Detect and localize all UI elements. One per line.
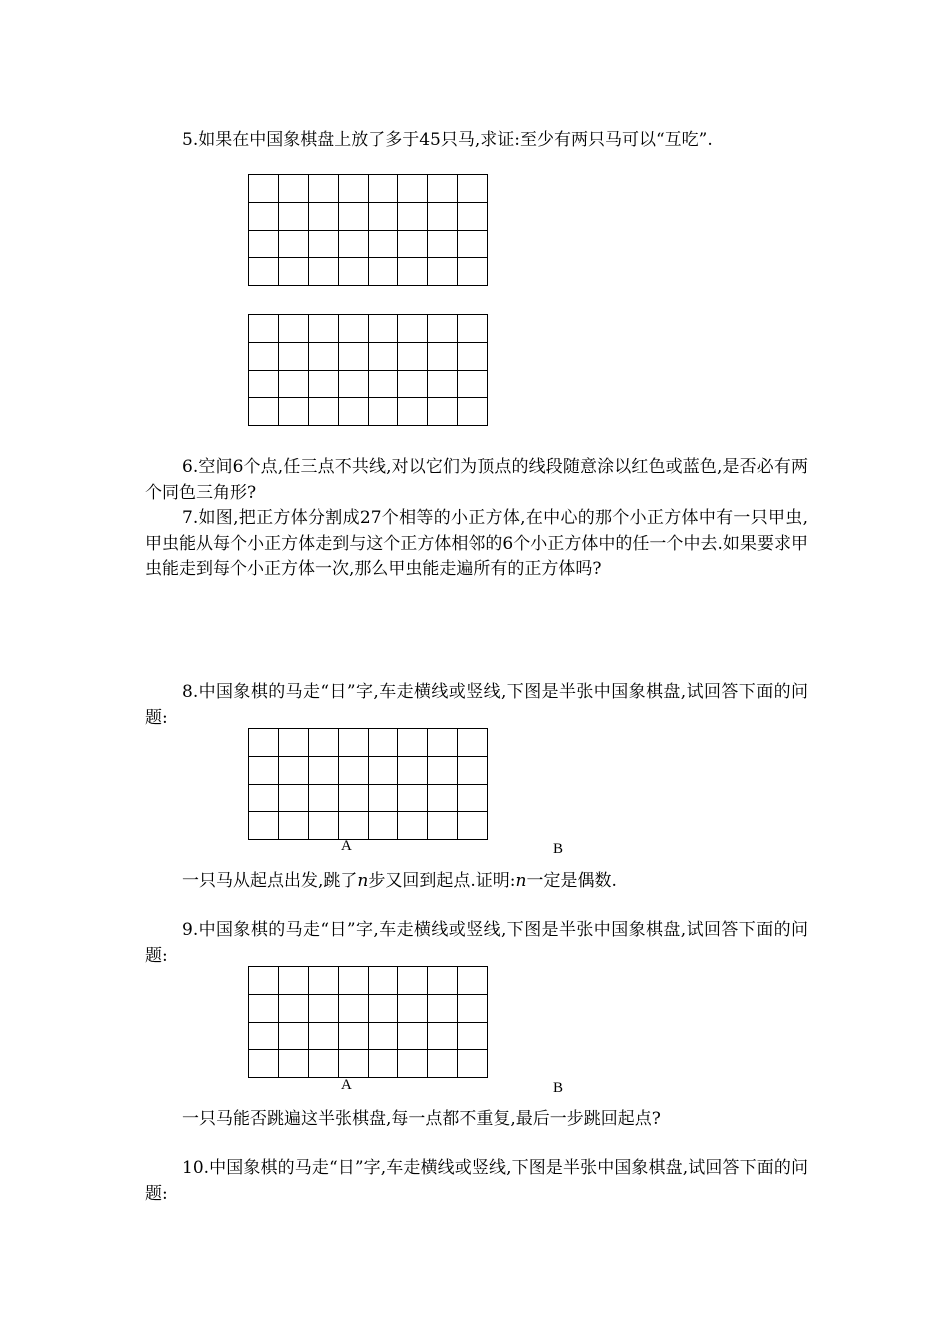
grid-cell (369, 315, 399, 343)
grid-cell (249, 203, 279, 231)
grid-cell (249, 371, 279, 399)
grid-cell (339, 785, 369, 813)
grid-cell (279, 729, 309, 757)
grid-cell (369, 175, 399, 203)
grid-cell (369, 729, 399, 757)
grid-cell (309, 175, 339, 203)
grid-cell (398, 258, 428, 286)
grid-cell (249, 785, 279, 813)
grid-cell (309, 231, 339, 259)
grid-cell (369, 231, 399, 259)
grid-cell (369, 398, 399, 426)
grid-cell (249, 967, 279, 995)
grid-cell (279, 343, 309, 371)
grid-cell (309, 729, 339, 757)
grid-cell (428, 398, 458, 426)
grid-cell (458, 175, 488, 203)
chessboard-grid-1 (248, 174, 488, 286)
question-9-sub: 一只马能否跳遍这半张棋盘,每一点都不重复,最后一步跳回起点? (182, 1109, 661, 1129)
grid-cell (458, 258, 488, 286)
grid-cell (339, 967, 369, 995)
grid-cell (309, 757, 339, 785)
grid-cell (428, 315, 458, 343)
grid-cell (458, 315, 488, 343)
grid-cell (398, 1050, 428, 1078)
question-9: 9.中国象棋的马走“日”字,车走横线或竖线,下图是半张中国象棋盘,试回答下面的问题: (145, 920, 808, 966)
grid-cell (279, 203, 309, 231)
grid-cell (428, 258, 458, 286)
grid-cell (369, 995, 399, 1023)
grid-cell (279, 1050, 309, 1078)
grid-cell (309, 398, 339, 426)
grid-cell (398, 203, 428, 231)
grid-cell (398, 398, 428, 426)
grid-cell (428, 231, 458, 259)
variable-n: n (515, 871, 527, 891)
label-b: B (553, 1080, 564, 1096)
label-b: B (553, 841, 564, 857)
question-6: 6.空间6个点,任三点不共线,对以它们为顶点的线段随意涂以红色或蓝色,是否必有两个同色三角形? (145, 457, 808, 503)
grid-cell (309, 203, 339, 231)
grid-cell (279, 757, 309, 785)
grid-cell (369, 757, 399, 785)
question-7: 7.如图,把正方体分割成27个相等的小正方体,在中心的那个小正方体中有一只甲虫,甲虫能从每个小正方体走到与这个正方体相邻的6个小正方体中的任一个中去.如果要求甲虫能走到每个小正方体一次,那么甲虫能走遍所有的正方体吗? (145, 508, 808, 579)
grid-cell (279, 231, 309, 259)
grid-cell (369, 1050, 399, 1078)
grid-cell (428, 1023, 458, 1051)
grid-cell (398, 757, 428, 785)
grid-cell (428, 812, 458, 840)
grid-cell (428, 995, 458, 1023)
grid-cell (339, 757, 369, 785)
grid-cell (309, 343, 339, 371)
question-10: 10.中国象棋的马走“日”字,车走横线或竖线,下图是半张中国象棋盘,试回答下面的问题: (145, 1158, 808, 1204)
grid-cell (279, 785, 309, 813)
question-5: 5.如果在中国象棋盘上放了多于45只马,求证:至少有两只马可以“互吃”. (182, 130, 713, 150)
grid-cell (249, 398, 279, 426)
grid-cell (369, 203, 399, 231)
grid-cell (398, 231, 428, 259)
chessboard-grid-2 (248, 314, 488, 426)
grid-cell (458, 203, 488, 231)
grid-cell (279, 995, 309, 1023)
chessboard-grid-4 (248, 966, 488, 1078)
grid-cell (458, 343, 488, 371)
grid-cell (249, 175, 279, 203)
grid-cell (339, 812, 369, 840)
grid-cell (458, 1023, 488, 1051)
grid-cell (249, 231, 279, 259)
grid-cell (279, 258, 309, 286)
grid-cell (428, 729, 458, 757)
grid-cell (458, 398, 488, 426)
grid-cell (279, 812, 309, 840)
grid-cell (279, 175, 309, 203)
chessboard-grid-3 (248, 728, 488, 840)
grid-cell (398, 967, 428, 995)
grid-cell (369, 785, 399, 813)
grid-cell (339, 231, 369, 259)
grid-cell (249, 812, 279, 840)
grid-cell (369, 258, 399, 286)
grid-cell (369, 1023, 399, 1051)
grid-cell (428, 785, 458, 813)
grid-cell (249, 258, 279, 286)
grid-cell (428, 203, 458, 231)
grid-cell (458, 995, 488, 1023)
grid-cell (369, 371, 399, 399)
grid-cell (279, 371, 309, 399)
grid-cell (279, 398, 309, 426)
variable-n: n (357, 871, 369, 891)
grid-cell (428, 1050, 458, 1078)
grid-cell (428, 343, 458, 371)
grid-cell (339, 371, 369, 399)
grid-cell (339, 1050, 369, 1078)
grid-cell (458, 371, 488, 399)
grid-cell (398, 1023, 428, 1051)
grid-cell (369, 343, 399, 371)
grid-cell (309, 258, 339, 286)
grid-cell (249, 1050, 279, 1078)
grid-cell (458, 812, 488, 840)
grid-cell (249, 757, 279, 785)
grid-cell (309, 315, 339, 343)
grid-cell (249, 995, 279, 1023)
grid-cell (339, 203, 369, 231)
grid-cell (279, 1023, 309, 1051)
label-a: A (341, 1077, 352, 1093)
grid-cell (339, 398, 369, 426)
grid-cell (398, 175, 428, 203)
grid-cell (309, 967, 339, 995)
grid-cell (339, 343, 369, 371)
grid-cell (428, 757, 458, 785)
grid-cell (398, 812, 428, 840)
grid-cell (369, 967, 399, 995)
grid-cell (309, 371, 339, 399)
grid-cell (309, 812, 339, 840)
grid-cell (309, 1050, 339, 1078)
grid-cell (458, 757, 488, 785)
grid-cell (339, 258, 369, 286)
grid-cell (458, 1050, 488, 1078)
grid-cell (339, 729, 369, 757)
grid-cell (398, 729, 428, 757)
grid-cell (339, 175, 369, 203)
grid-cell (398, 371, 428, 399)
grid-cell (398, 995, 428, 1023)
grid-cell (398, 343, 428, 371)
grid-cell (279, 967, 309, 995)
grid-cell (309, 995, 339, 1023)
grid-cell (398, 315, 428, 343)
grid-cell (369, 812, 399, 840)
grid-cell (339, 315, 369, 343)
grid-cell (339, 1023, 369, 1051)
grid-cell (428, 175, 458, 203)
grid-cell (309, 1023, 339, 1051)
label-a: A (341, 838, 352, 854)
question-8: 8.中国象棋的马走“日”字,车走横线或竖线,下图是半张中国象棋盘,试回答下面的问题: (145, 682, 808, 728)
grid-cell (249, 729, 279, 757)
grid-cell (339, 995, 369, 1023)
grid-cell (458, 729, 488, 757)
grid-cell (458, 231, 488, 259)
grid-cell (249, 315, 279, 343)
grid-cell (428, 967, 458, 995)
grid-cell (249, 343, 279, 371)
grid-cell (249, 1023, 279, 1051)
grid-cell (458, 785, 488, 813)
grid-cell (398, 785, 428, 813)
question-8-sub: 一只马从起点出发,跳了n步又回到起点.证明:n一定是偶数. (182, 871, 617, 891)
grid-cell (428, 371, 458, 399)
grid-cell (279, 315, 309, 343)
grid-cell (458, 967, 488, 995)
grid-cell (309, 785, 339, 813)
